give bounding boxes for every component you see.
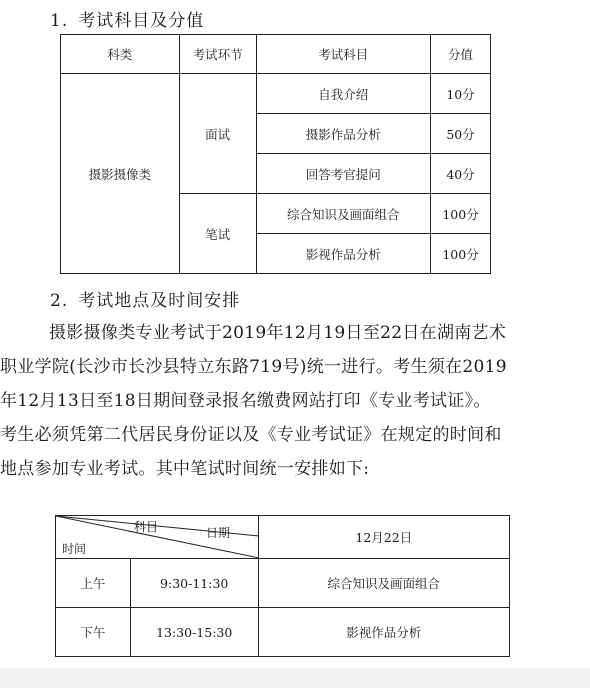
header-category: 科类 — [61, 35, 180, 74]
table-row — [61, 74, 491, 114]
paragraph-line: 职业学院(长沙市长沙县特立东路719号)统一进行。考生须在2019 — [0, 357, 507, 377]
paragraph-line: 地点参加专业考试。其中笔试时间统一安排如下: — [0, 459, 370, 479]
schedule-header-row — [56, 516, 510, 559]
subject-cell: 影视作品分析 — [258, 608, 509, 657]
section2-title: 考试地点及时间安排 — [78, 291, 241, 311]
subject-cell: 影视作品分析 — [256, 234, 431, 274]
corner-label-subject: 科目 — [134, 520, 159, 534]
period-cell: 上午 — [56, 559, 131, 608]
subject-cell: 回答考官提问 — [256, 154, 431, 194]
section1-heading — [50, 6, 204, 31]
corner-label-date: 日期 — [206, 526, 231, 540]
subject-cell: 摄影作品分析 — [256, 114, 431, 154]
scores-table-header — [61, 35, 491, 74]
header-score: 分值 — [431, 35, 491, 74]
section1-number: 1. — [50, 11, 69, 31]
written-exam-schedule-table — [55, 515, 510, 657]
bottom-bar — [0, 668, 590, 688]
section2-number: 2. — [50, 291, 69, 311]
score-cell: 40分 — [431, 154, 491, 194]
score-cell: 50分 — [431, 114, 491, 154]
paragraph-line: 摄影摄像类专业考试于2019年12月19日至22日在湖南艺术 — [49, 323, 507, 343]
stage-interview: 面试 — [179, 74, 256, 194]
table-row — [56, 608, 510, 657]
header-subject: 考试科目 — [256, 35, 431, 74]
category-cell: 摄影摄像类 — [61, 74, 180, 274]
subject-cell: 综合知识及画面组合 — [256, 194, 431, 234]
subject-cell: 自我介绍 — [256, 74, 431, 114]
subject-cell: 综合知识及画面组合 — [258, 559, 509, 608]
corner-label-time: 时间 — [62, 542, 87, 556]
score-cell: 10分 — [431, 74, 491, 114]
section1-title: 考试科目及分值 — [78, 11, 205, 31]
table-row — [56, 559, 510, 608]
period-cell: 下午 — [56, 608, 131, 657]
paragraph-line: 考生必须凭第二代居民身份证以及《专业考试证》在规定的时间和 — [0, 425, 502, 445]
time-cell: 9:30-11:30 — [130, 559, 258, 608]
score-cell: 100分 — [431, 194, 491, 234]
scores-table — [60, 34, 491, 274]
paragraph-line: 年12月13日至18日期间登录报名缴费网站打印《专业考试证》。 — [0, 391, 491, 411]
header-stage: 考试环节 — [179, 35, 256, 74]
time-cell: 13:30-15:30 — [130, 608, 258, 657]
stage-written: 笔试 — [179, 194, 256, 274]
diagonal-header-cell — [56, 516, 259, 559]
score-cell: 100分 — [431, 234, 491, 274]
section2-heading — [50, 286, 240, 311]
date-header: 12月22日 — [258, 516, 509, 559]
exam-arrangement-paragraph — [0, 316, 590, 486]
